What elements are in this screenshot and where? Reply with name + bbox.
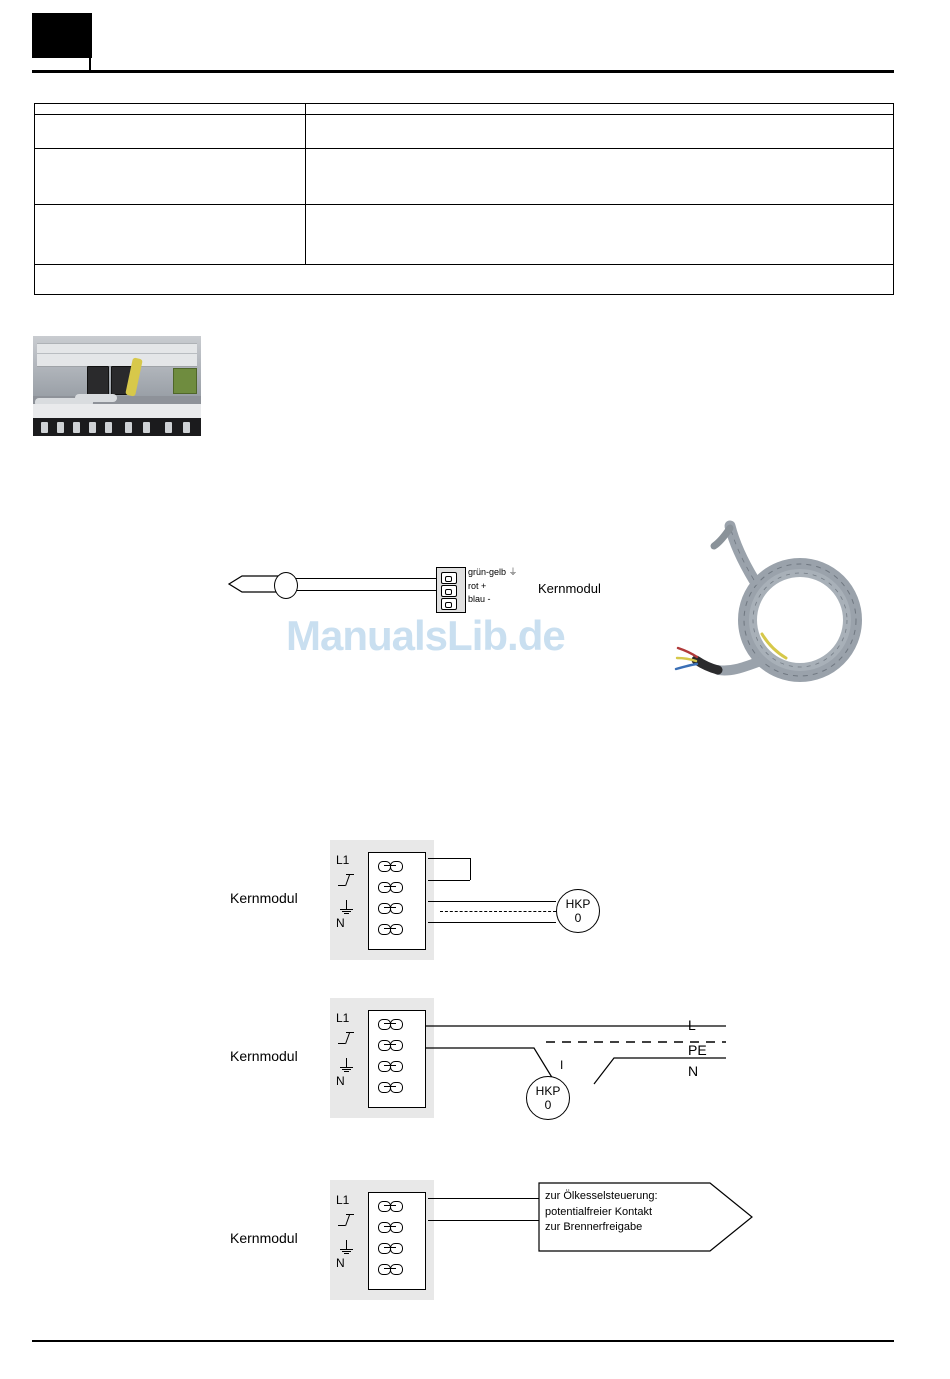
page-header [0,0,950,78]
terminal-screw [441,598,457,610]
terminal [165,422,172,433]
device-label-kernmodul: Kernmodul [230,890,298,906]
table-row [35,115,894,149]
sensor-device-label: Kernmodul [538,581,601,596]
terminal-pair [376,1058,416,1074]
spec-table [34,103,894,295]
note-line-3: zur Brennerfreigabe [545,1221,643,1233]
terminal-box [330,840,434,960]
footer-divider [32,1340,894,1342]
normally-closed-contact-icon [338,1032,354,1044]
terminal-label-n: N [336,916,345,930]
wire-label-ground: grün-gelb ⏚ [468,567,518,577]
wire-contact-1 [428,1198,540,1199]
wire-label-list [468,566,518,607]
terminal [41,422,48,433]
sensor-terminal-block [436,567,466,613]
burner-release-note [545,1189,725,1236]
terminal-pair [376,1240,416,1256]
earth-icon: ⏚ [508,567,518,577]
table-cell-label [35,205,306,265]
table-cell-value [306,205,894,265]
wire-n-to-pump [428,922,556,923]
terminal-pair [376,1219,416,1235]
coiled-sensor-cable-photo [672,512,902,692]
cable-2 [75,394,117,402]
terminal [125,422,132,433]
header-divider [32,70,894,73]
supply-label-pe: PE [688,1042,707,1058]
note-line-2: potentialfreier Kontakt [545,1205,653,1218]
jumper-wire-drop [470,858,471,880]
terminal-pair [376,1079,416,1095]
control-box-photo [33,336,201,436]
supply-wiring-lines [426,1008,726,1118]
terminal [143,422,150,433]
earth-icon [340,1240,353,1254]
terminal-pair [376,900,416,916]
terminal-screw [441,585,457,597]
table-footer-cell [35,265,894,295]
earth-icon [340,1058,353,1072]
terminal-screw [441,572,457,584]
terminal [89,422,96,433]
wiring-diagram-burner-release [230,1180,890,1310]
terminal-label-n: N [336,1256,345,1270]
table-cell-value [306,115,894,149]
terminal-box [330,1180,434,1300]
pump-symbol-hkp [556,889,600,933]
terminal-label-n: N [336,1074,345,1088]
module-block-1 [87,366,109,395]
wire-l-to-pump [428,901,556,902]
jumper-wire-top [428,858,470,859]
pump-label: HKP [535,1084,561,1098]
terminal-label-l1: L1 [336,853,350,867]
pump-index: 0 [544,1098,552,1112]
earth-icon [340,900,353,914]
cable-sleeve [274,572,298,599]
table-footer-row [35,265,894,295]
normally-closed-contact-icon [338,874,354,886]
terminal [183,422,190,433]
wiring-diagram-hkp-direct [230,840,890,970]
wire-pe-to-pump [440,911,556,912]
watermark: ManualsLib.de [286,612,565,659]
terminal-pair [376,1261,416,1277]
white-cover-strip [33,404,201,418]
terminal-pair [376,1198,416,1214]
header-tick-mark [89,57,91,71]
wiring-diagram-hkp-external-supply [230,998,890,1128]
table-row [35,149,894,205]
wire-contact-2 [428,1220,540,1221]
terminal-pair [376,879,416,895]
table-cell-value [306,149,894,205]
table-header-value [306,104,894,115]
switch-label: I [560,1058,564,1072]
note-line-1: zur Ölkesselsteuerung: [545,1190,658,1202]
table-cell-label [35,115,306,149]
jumper-wire-return [428,880,470,881]
terminal-pair [376,858,416,874]
wire-label-negative: blau - [468,594,491,604]
wire-label-positive: rot + [468,580,487,591]
device-label-kernmodul: Kernmodul [230,1048,298,1064]
terminal-strip-dark [33,418,201,436]
terminal-label-l1: L1 [336,1193,350,1207]
sensor-cable-line [286,578,440,591]
terminal-pair [376,1037,416,1053]
terminal-frame [368,852,426,950]
terminal-box [330,998,434,1118]
terminal-pair [376,1016,416,1032]
pump-index: 0 [574,911,582,925]
terminal [105,422,112,433]
green-terminal-block [173,368,197,394]
normally-closed-contact-icon [338,1214,354,1226]
table-header-row [35,104,894,115]
pump-symbol-hkp [526,1076,570,1120]
table-cell-label [35,149,306,205]
terminal-frame [368,1192,426,1290]
din-rail [37,343,197,367]
coiled-cable-illustration [672,512,902,692]
terminal-label-l1: L1 [336,1011,350,1025]
supply-label-n: N [688,1063,699,1079]
supply-label-l: L [688,1017,696,1033]
device-label-kernmodul: Kernmodul [230,1230,298,1246]
table-header-label [35,104,306,115]
terminal [73,422,80,433]
terminal-frame [368,1010,426,1108]
terminal-pair [376,921,416,937]
header-logo-block [32,13,92,58]
table-row [35,205,894,265]
pump-label: HKP [565,897,591,911]
terminal [57,422,64,433]
